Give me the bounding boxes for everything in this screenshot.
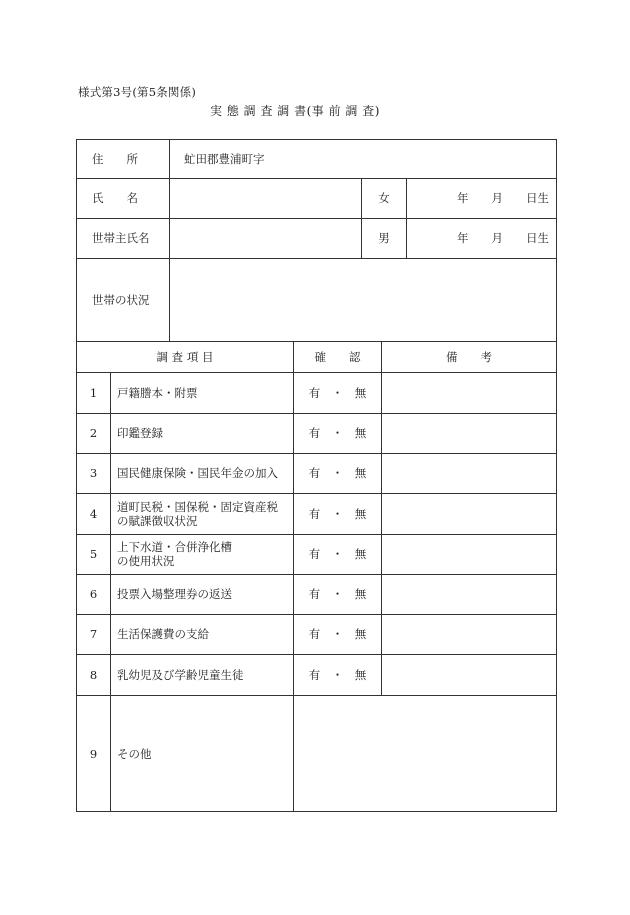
yes-no-choice[interactable]: 有 ・ 無 (308, 385, 367, 400)
row-number: 5 (89, 547, 98, 561)
remarks-field[interactable] (382, 654, 556, 695)
row-item-label: その他 (117, 746, 152, 761)
yes-no-choice[interactable]: 有 ・ 無 (308, 627, 367, 641)
row-number: 1 (89, 385, 98, 400)
col-header-confirm: 確 認 (314, 349, 361, 364)
remarks-field[interactable] (382, 534, 556, 574)
name-field[interactable] (170, 178, 360, 218)
row-number: 3 (89, 466, 98, 480)
row-number: 2 (89, 426, 98, 440)
row-item-label: 国民健康保険・国民年金の加入 (117, 466, 278, 480)
remarks-field[interactable] (382, 372, 556, 413)
document-title: 実 態 調 査 調 書(事 前 調 査) (210, 104, 380, 118)
row-item-label: 印鑑登録 (117, 426, 163, 440)
form-number: 様式第3号(第5条関係) (78, 85, 197, 99)
row-item-label: 投票入場整理券の返送 (117, 587, 232, 601)
yes-no-choice[interactable]: 有 ・ 無 (308, 466, 367, 480)
row-number: 6 (89, 587, 98, 601)
other-notes-field[interactable] (294, 695, 556, 812)
remarks-field[interactable] (382, 453, 556, 493)
row-item-label: 乳幼児及び学齢児童生徒 (117, 667, 244, 682)
row-number: 8 (89, 667, 98, 682)
row-item-label: 上下水道・合併浄化槽 の使用状況 (117, 540, 232, 568)
row-item-label: 生活保護費の支給 (117, 627, 209, 641)
address-label: 住 所 (92, 151, 138, 166)
col-header-remarks: 備 考 (446, 349, 492, 364)
remarks-field[interactable] (382, 574, 556, 614)
birthdate-field-1[interactable]: 年 月 日生 (457, 191, 549, 205)
household-head-label: 世帯主氏名 (92, 231, 150, 245)
yes-no-choice[interactable]: 有 ・ 無 (308, 587, 367, 601)
yes-no-choice[interactable]: 有 ・ 無 (308, 547, 367, 561)
address-value[interactable]: 虻田郡豊浦町字 (184, 151, 265, 166)
remarks-field[interactable] (382, 413, 556, 453)
gender-female: 女 (378, 191, 390, 205)
yes-no-choice[interactable]: 有 ・ 無 (308, 426, 367, 440)
yes-no-choice[interactable]: 有 ・ 無 (308, 667, 367, 682)
yes-no-choice[interactable]: 有 ・ 無 (308, 506, 367, 521)
col-header-items: 調 査 項 目 (156, 349, 214, 364)
row-number: 7 (89, 627, 98, 641)
household-head-field[interactable] (170, 218, 360, 258)
household-status-label: 世帯の状況 (92, 293, 150, 307)
gender-male: 男 (378, 231, 390, 245)
household-status-field[interactable] (170, 258, 556, 342)
row-item-label: 戸籍謄本・附票 (117, 385, 198, 400)
row-number: 4 (89, 506, 98, 521)
row-item-label: 道町民税・国保税・固定資産税 の賦課徴収状況 (117, 499, 278, 528)
row-number: 9 (89, 746, 98, 761)
remarks-field[interactable] (382, 493, 556, 534)
remarks-field[interactable] (382, 614, 556, 654)
birthdate-field-2[interactable]: 年 月 日生 (457, 231, 549, 245)
name-label: 氏 名 (92, 191, 138, 205)
